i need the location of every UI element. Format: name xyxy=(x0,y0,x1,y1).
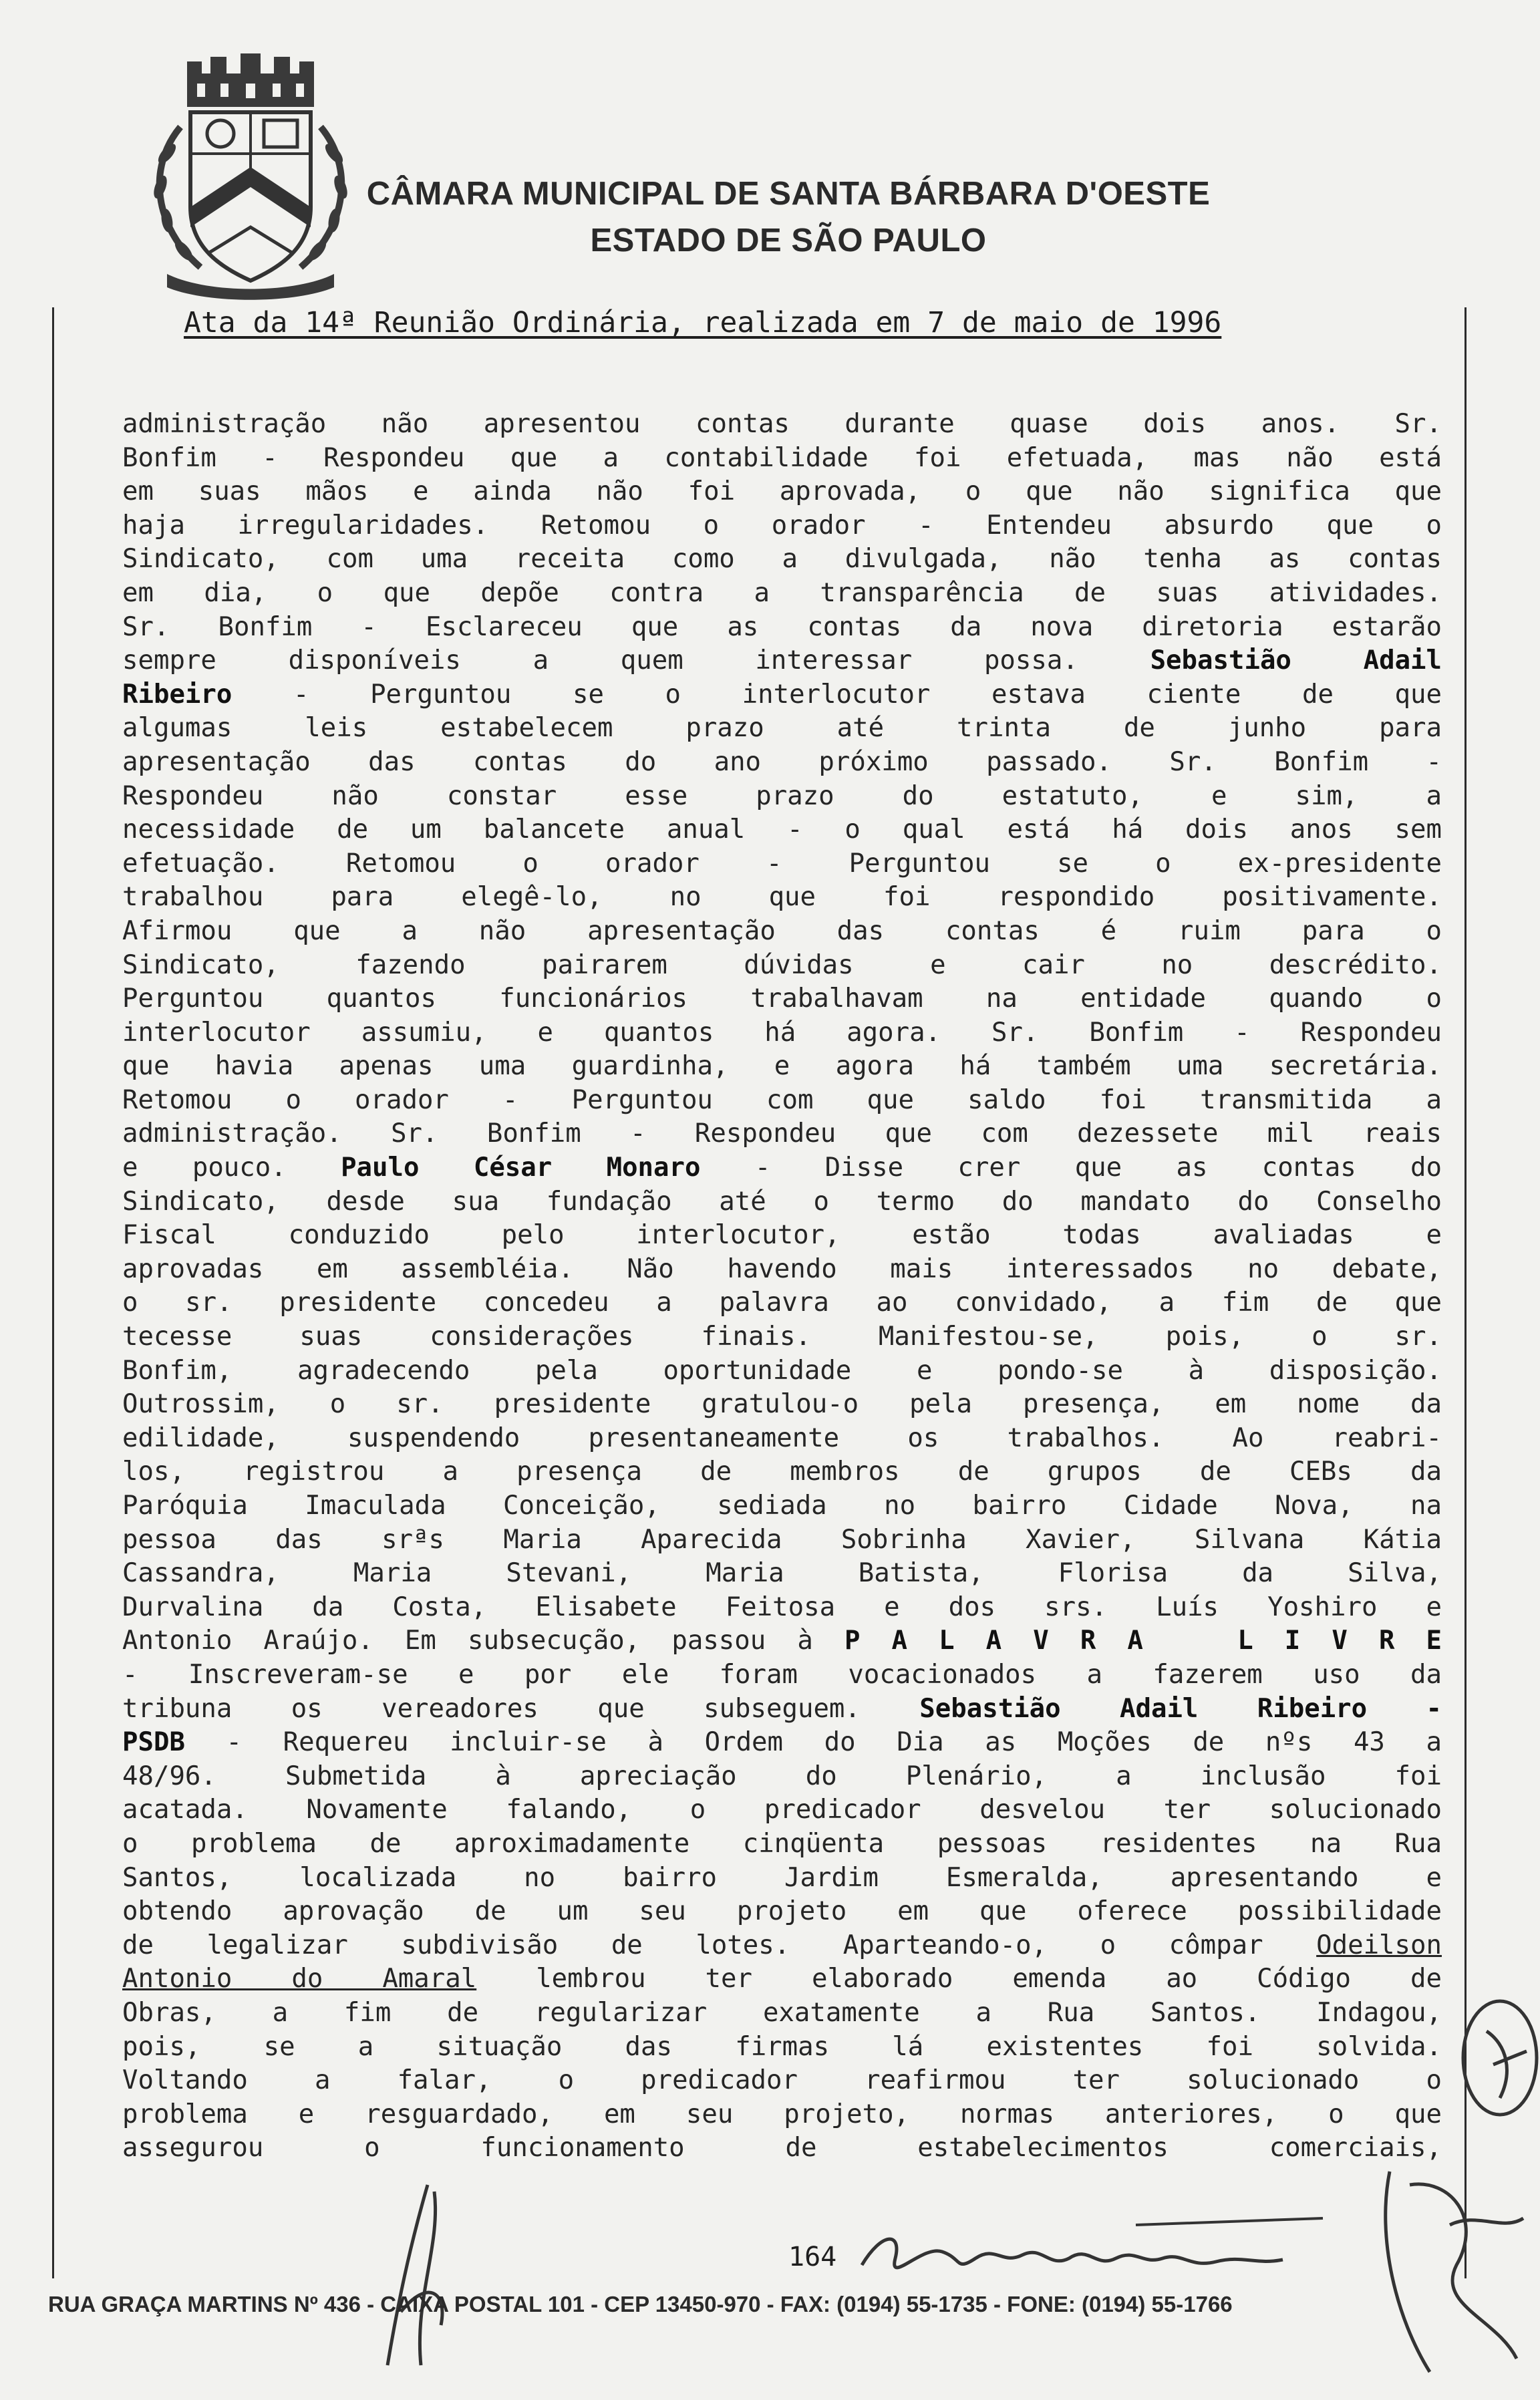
text-segment: de legalizar subdivisão de lotes. Aparteando-o, o cômpar xyxy=(122,1930,1263,1960)
text-line: Sr. Bonfim - Esclareceu que as contas da nova diretoria estarão xyxy=(122,611,1442,642)
text-segment: - Disse crer que as contas do xyxy=(700,1153,1442,1183)
text-line: obtendo aprovação de um seu projeto em que oferece possibilidade xyxy=(122,1896,1442,1927)
councillor-name: Odeilson xyxy=(1316,1930,1442,1960)
handwritten-signature xyxy=(855,2205,1336,2292)
text-line xyxy=(122,1962,1442,1996)
text-line: Cassandra, Maria Stevani, Maria Batista, Florisa da Silva, xyxy=(122,1558,1442,1589)
text-line xyxy=(122,1624,1442,1658)
text-line: 48/96. Submetida à apreciação do Plenário, a inclusão foi xyxy=(122,1761,1442,1791)
text-line: Outrossim, o sr. presidente gratulou-o pela presença, em nome da xyxy=(122,1389,1442,1420)
text-segment: lembrou ter elaborado emenda ao Código de xyxy=(536,1964,1442,1994)
text-line: administração. Sr. Bonfim - Respondeu que com dezessete mil reais xyxy=(122,1118,1442,1149)
text-line: Santos, localizada no bairro Jardim Esmeralda, apresentando e xyxy=(122,1862,1442,1893)
text-line: administração não apresentou contas durante quase dois anos. Sr. xyxy=(122,409,1442,439)
text-line: Paróquia Imaculada Conceição, sediada no bairro Cidade Nova, na xyxy=(122,1491,1442,1521)
text-line: apresentação das contas do ano próximo passado. Sr. Bonfim - xyxy=(122,746,1442,777)
left-margin-rule xyxy=(52,307,54,2278)
text-line: - Inscreveram-se e por ele foram vocacionados a fazerem uso da xyxy=(122,1659,1442,1690)
text-line: em dia, o que depõe contra a transparência de suas atividades. xyxy=(122,577,1442,608)
text-segment: - Requereu incluir-se à Ordem do Dia as Moções de nºs 43 a xyxy=(226,1727,1442,1758)
speaker-name: Paulo César Monaro xyxy=(341,1153,701,1183)
text-line: Sindicato, desde sua fundação até o termo do mandato do Conselho xyxy=(122,1186,1442,1217)
text-line: Bonfim, agradecendo pela oportunidade e pondo-se à disposição. xyxy=(122,1355,1442,1386)
right-margin-rule xyxy=(1465,307,1467,2278)
text-line: pessoa das srªs Maria Aparecida Sobrinha Xavier, Silvana Kátia xyxy=(122,1524,1442,1555)
text-line: tecesse suas considerações finais. Manifestou-se, pois, o sr. xyxy=(122,1322,1442,1352)
speaker-name-cont: Ribeiro xyxy=(122,679,233,710)
speaker-name: Sebastião Adail xyxy=(1150,645,1442,676)
state-name: ESTADO DE SÃO PAULO xyxy=(590,222,987,259)
margin-rubric xyxy=(1446,1991,1540,2125)
initials-rubric xyxy=(374,2178,468,2379)
text-line: problema e resguardado, em seu projeto, normas anteriores, o que xyxy=(122,2099,1442,2129)
text-segment: tribuna os vereadores que subseguem. xyxy=(122,1693,861,1724)
text-line: algumas leis estabelecem prazo até trinta de junho para xyxy=(122,713,1442,744)
text-line: Retomou o orador - Perguntou com que saldo foi transmitida a xyxy=(122,1084,1442,1115)
text-line: Respondeu não constar esse prazo do estatuto, e sim, a xyxy=(122,780,1442,811)
page-number: 164 xyxy=(788,2242,837,2272)
text-line: edilidade, suspendendo presentaneamente os trabalhos. Ao reabri- xyxy=(122,1422,1442,1453)
text-line: assegurou o funcionamento de estabelecimentos comerciais, xyxy=(122,2133,1442,2163)
text-line: pois, se a situação das firmas lá existentes foi solvida. xyxy=(122,2031,1442,2062)
text-line: em suas mãos e ainda não foi aprovada, o que não significa que xyxy=(122,476,1442,507)
text-line: Fiscal conduzido pelo interlocutor, estão todas avaliadas e xyxy=(122,1220,1442,1251)
text-segment: e pouco. xyxy=(122,1153,287,1183)
text-line: que havia apenas uma guardinha, e agora há também uma secretária. xyxy=(122,1051,1442,1082)
text-line: Sindicato, com uma receita como a divulgada, não tenha as contas xyxy=(122,544,1442,575)
text-line: los, registrou a presença de membros de grupos de CEBs da xyxy=(122,1457,1442,1487)
text-line: interlocutor assumiu, e quantos há agora. Sr. Bonfim - Respondeu xyxy=(122,1017,1442,1048)
text-line: necessidade de um balancete anual - o qual está há dois anos sem xyxy=(122,814,1442,845)
footer-address: RUA GRAÇA MARTINS Nº 436 - CAIXA POSTAL 101 - CEP 13450-970 - FAX: (0194) 55-1735 - FONE: (0194) 55-1766 xyxy=(48,2292,1233,2316)
speaker-name: Sebastião Adail Ribeiro - xyxy=(919,1693,1442,1724)
text-line xyxy=(122,1692,1442,1727)
minutes-body xyxy=(122,408,1442,2165)
text-line: efetuação. Retomou o orador - Perguntou se o ex-presidente xyxy=(122,848,1442,879)
text-segment: sempre disponíveis a quem interessar possa. xyxy=(122,645,1078,676)
text-line: acatada. Novamente falando, o predicador desvelou ter solucionado xyxy=(122,1795,1442,1825)
text-line xyxy=(122,1726,1442,1760)
text-line: Bonfim - Respondeu que a contabilidade foi efetuada, mas não está xyxy=(122,442,1442,473)
text-line: Voltando a falar, o predicador reafirmou ter solucionado o xyxy=(122,2065,1442,2096)
text-segment: - Perguntou se o interlocutor estava ciente de que xyxy=(232,679,1442,710)
text-line: o sr. presidente concedeu a palavra ao convidado, a fim de que xyxy=(122,1288,1442,1318)
minutes-title: Ata da 14ª Reunião Ordinária, realizada em 7 de maio de 1996 xyxy=(184,306,1222,339)
text-line: Perguntou quantos funcionários trabalhavam na entidade quando o xyxy=(122,984,1442,1014)
councillor-name-cont: Antonio do Amaral xyxy=(122,1964,477,1994)
text-segment: Antonio Araújo. Em subsecução, passou à xyxy=(122,1626,813,1656)
section-heading-palavra-livre: P A L A V R A L I V R E xyxy=(844,1626,1442,1656)
text-line: Afirmou que a não apresentação das contas é ruim para o xyxy=(122,915,1442,946)
text-line xyxy=(122,1929,1442,1963)
text-line xyxy=(122,1151,1442,1185)
text-line: aprovadas em assembléia. Não havendo mais interessados no debate, xyxy=(122,1253,1442,1284)
text-line: Obras, a fim de regularizar exatamente a Rua Santos. Indagou, xyxy=(122,1997,1442,2028)
municipal-coat-of-arms xyxy=(140,53,361,301)
text-line xyxy=(122,644,1442,678)
institution-name: CÂMARA MUNICIPAL DE SANTA BÁRBARA D'OESTE xyxy=(366,176,1211,212)
text-line: o problema de aproximadamente cinqüenta pessoas residentes na Rua xyxy=(122,1828,1442,1859)
margin-rubric xyxy=(1370,2158,1537,2385)
party-name: PSDB xyxy=(122,1727,185,1758)
text-line: trabalhou para elegê-lo, no que foi respondido positivamente. xyxy=(122,882,1442,913)
text-line xyxy=(122,678,1442,712)
text-line: Sindicato, fazendo pairarem dúvidas e cair no descrédito. xyxy=(122,949,1442,980)
text-line: haja irregularidades. Retomou o orador - Entendeu absurdo que o xyxy=(122,510,1442,541)
text-line: Durvalina da Costa, Elisabete Feitosa e dos srs. Luís Yoshiro e xyxy=(122,1592,1442,1622)
